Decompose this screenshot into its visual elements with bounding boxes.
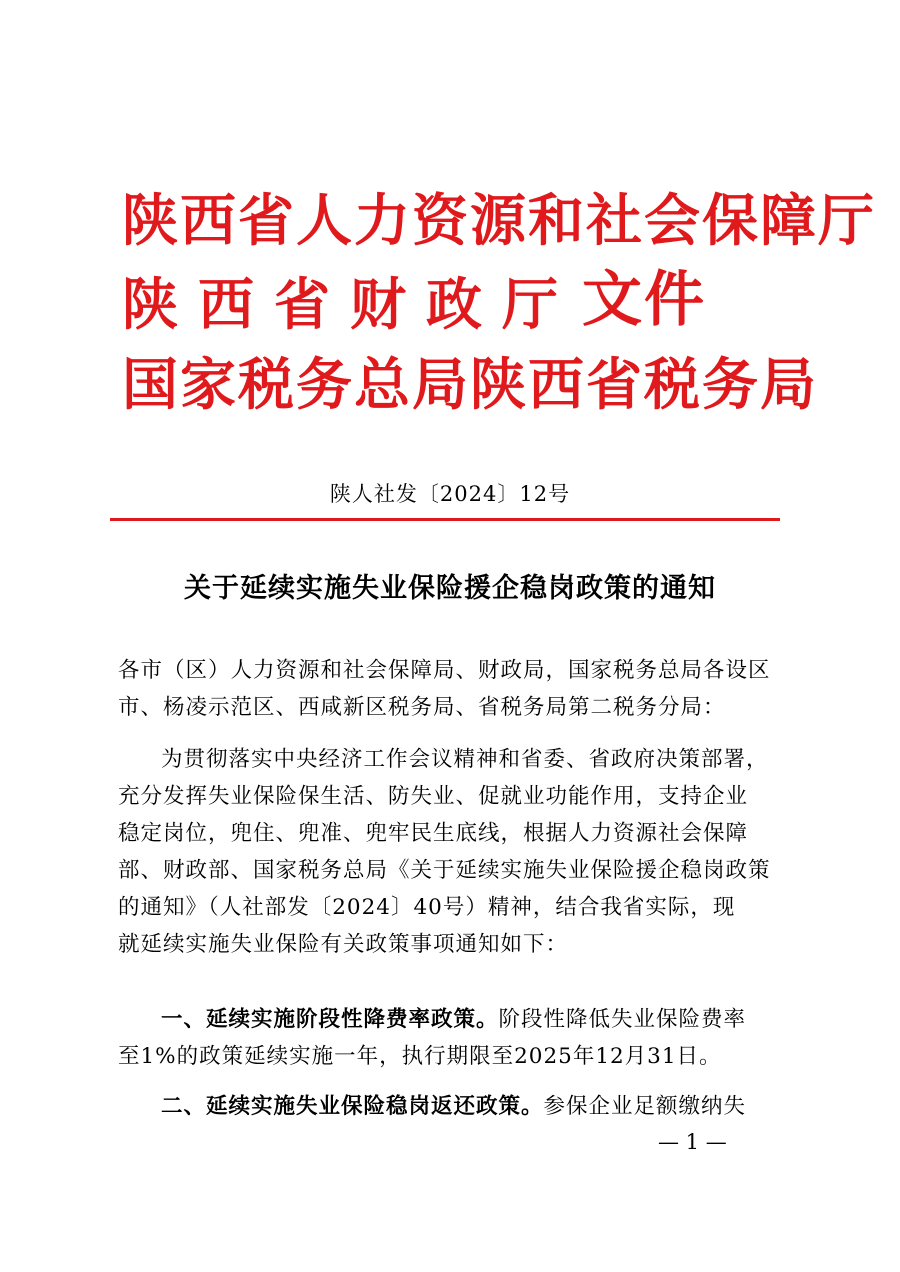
text-line: 为贯彻落实中央经济工作会议精神和省委、省政府决策部署， [161,747,769,772]
text-line: 就延续实施失业保险有关政策事项通知如下： [118,932,569,957]
document-number: 陕人社发〔2024〕12号 [329,482,571,506]
section-2-paragraph [118,1088,786,1125]
issuer-line-finance [122,265,778,338]
intro-paragraph [118,741,786,963]
text-line [118,1088,786,1125]
text-line: 部、财政部、国家税务总局《关于延续实施失业保险援企稳岗政策 [118,858,771,883]
issuer-char: 厅 [502,273,558,338]
header-divider [110,518,780,521]
issuer-char: 西 [198,273,254,338]
section-heading: 二、延续实施失业保险稳岗返还政策。 [161,1094,544,1119]
text-line [118,1001,786,1038]
issuer-char: 政 [426,273,482,338]
section-1-paragraph [118,1001,786,1075]
text-line: 的通知》（人社部发〔2024〕40号）精神，结合我省实际，现 [118,895,736,920]
text-line: 市、杨凌示范区、西咸新区税务局、省税务局第二税务分局： [118,695,726,720]
recipients-paragraph [118,652,786,726]
document-suffix: 文件 [582,265,706,335]
issuer-char: 财 [350,273,406,338]
issuer-line-hrss: 陕西省人力资源和社会保障厅 [122,189,876,254]
section-text: 阶段性降低失业保险费率 [498,1007,747,1032]
issuer-char: 陕 [122,273,178,338]
document-title: 关于延续实施失业保险援企稳岗政策的通知 [184,573,716,604]
section-text: 参保企业足额缴纳失 [543,1094,747,1119]
text-line: 稳定岗位，兜住、兜准、兜牢民生底线，根据人力资源社会保障 [118,821,749,846]
issuer-char: 省 [274,273,330,338]
text-line: 至1%的政策延续实施一年，执行期限至2025年12月31日。 [118,1044,722,1069]
section-heading: 一、延续实施阶段性降费率政策。 [161,1007,499,1032]
text-line: 各市（区）人力资源和社会保障局、财政局，国家税务总局各设区 [118,658,771,683]
page-number: — 1 — [658,1130,727,1154]
issuer-line-tax: 国家税务总局陕西省税务局 [122,353,818,418]
text-line: 充分发挥失业保险保生活、防失业、促就业功能作用，支持企业 [118,784,749,809]
